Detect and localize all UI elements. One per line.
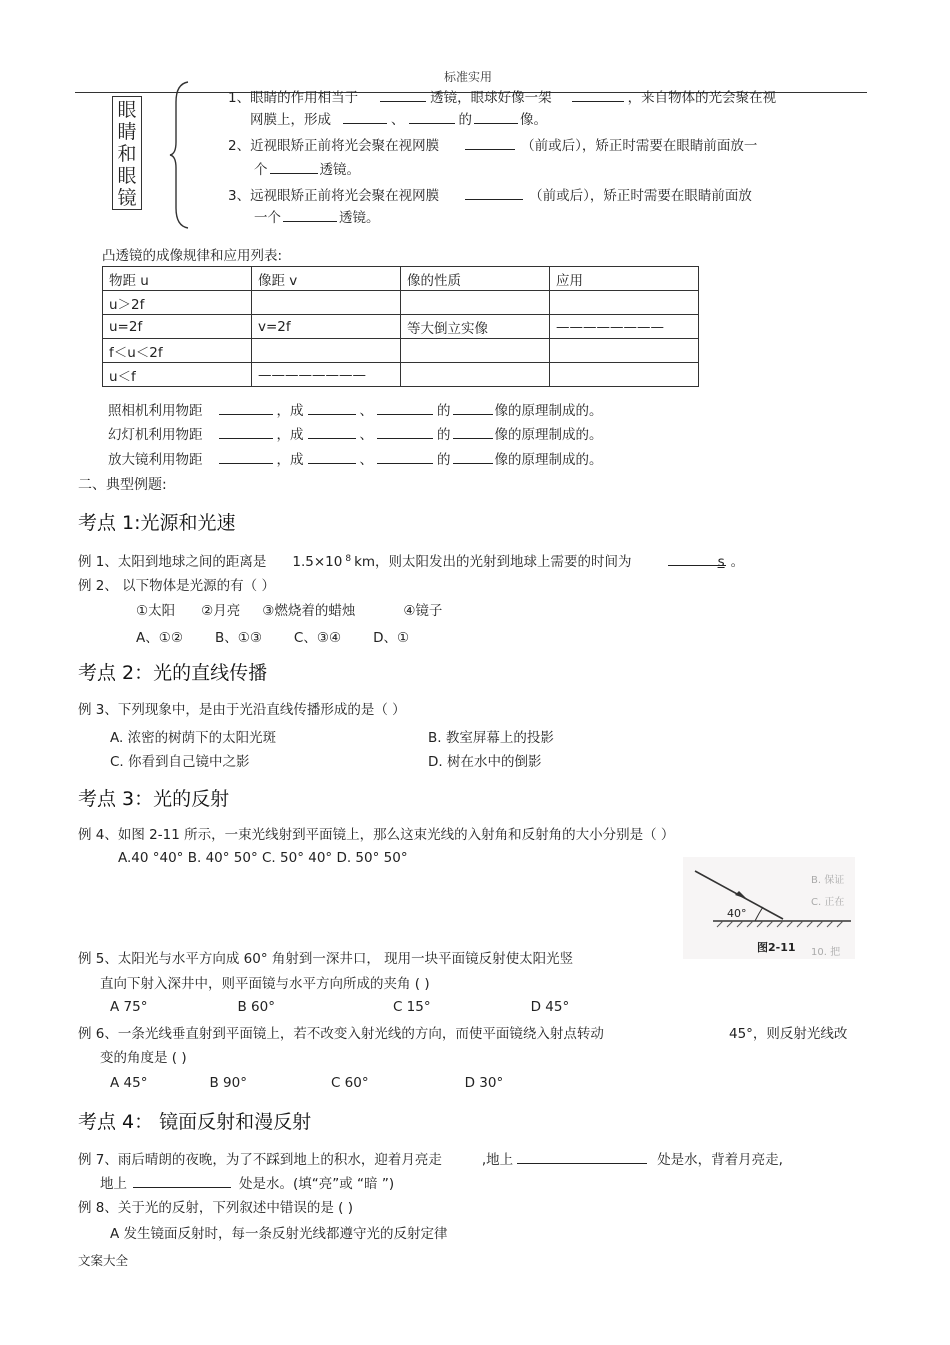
kaodian-4-heading: 考点 4： 镜面反射和漫反射 [78, 1111, 312, 1133]
table-cell: v=2f [252, 315, 401, 339]
app-line-camera: 照相机利用物距 ，成 、 的 像的原理制成的。 [108, 403, 603, 419]
list-item: ②月亮 [201, 603, 241, 619]
section-2-title: 二、典型例题: [78, 477, 167, 493]
example-3-option-c: C. 你看到自己镜中之影 [110, 754, 250, 770]
example-8-question: 例 8、关于光的反射，下列叙述中错误的是 ( ) [78, 1200, 353, 1216]
brace-icon [168, 80, 190, 230]
table-cell: 等大倒立实像 [401, 315, 550, 339]
example-7-line-2: 地上 处是水。(填“亮”或 “暗 ”) [100, 1176, 395, 1192]
eye-item-3-line-2: 一个 透镜。 [254, 210, 380, 226]
example-6-line-2: 变的角度是 ( ) [100, 1050, 187, 1066]
table-cell [550, 339, 699, 363]
table-cell [401, 363, 550, 387]
table-header-cell: 物距 u [103, 267, 252, 291]
option-d: D 45° [530, 999, 570, 1015]
figure-2-11 [683, 857, 855, 959]
list-item: ③燃烧着的蜡烛 [262, 603, 356, 619]
option-c: C 15° [392, 999, 431, 1015]
table-cell [550, 291, 699, 315]
table-row [103, 315, 699, 339]
option-a: A 45° [110, 1075, 148, 1091]
figure-angle-label: 40° [727, 907, 747, 920]
table-cell: u=2f [103, 315, 252, 339]
list-item: ①太阳 [136, 603, 176, 619]
example-6-options [110, 1075, 503, 1091]
option-b: B 90° [209, 1075, 247, 1091]
list-item: ④镜子 [403, 603, 443, 619]
figure-caption: 图2-11 [757, 941, 796, 954]
eye-item-1-line-1: 1、眼睛的作用相当于 透镜，眼球好像一架 ，来自物体的光会聚在视 [228, 90, 777, 106]
example-4-question: 例 4、如图 2-11 所示，一束光线射到平面镜上，那么这束光线的入射角和反射角的大小分别是（ ） [78, 827, 675, 843]
example-2-options [136, 626, 409, 646]
table-header-row [103, 267, 699, 291]
example-6-line-1a: 例 6、一条光线垂直射到平面镜上，若不改变入射光线的方向，而使平面镜绕入射点转动 [78, 1026, 604, 1042]
lens-table-caption: 凸透镜的成像规律和应用列表: [102, 248, 283, 264]
option-b: B、①③ [214, 630, 262, 646]
table-cell: ———————— [550, 315, 699, 339]
table-cell [401, 291, 550, 315]
table-cell: f＜u＜2f [103, 339, 252, 363]
header-title: 标准实用 [444, 70, 493, 84]
example-2-items [136, 599, 442, 619]
figure-bleed-text: 10. 把 [811, 947, 841, 958]
figure-bleed-text: C. 正在 [811, 897, 845, 908]
option-d: D、① [373, 630, 410, 646]
example-2-question: 例 2、 以下物体是光源的有（ ） [78, 578, 275, 594]
table-cell [401, 339, 550, 363]
lens-table [102, 266, 699, 387]
table-header-cell: 像的性质 [401, 267, 550, 291]
table-header-cell: 应用 [550, 267, 699, 291]
table-row [103, 363, 699, 387]
option-a: A 75° [110, 999, 148, 1015]
kaodian-3-heading: 考点 3：光的反射 [78, 788, 230, 810]
option-b: B 60° [237, 999, 275, 1015]
table-cell: u＜f [103, 363, 252, 387]
option-d: D 30° [464, 1075, 504, 1091]
example-1: 例 1、太阳到地球之间的距离是 1.5×10 $^8$ km，则太阳发出的光射到地球上需要的时间为 s 。 [78, 553, 745, 570]
table-cell [252, 339, 401, 363]
table-header-cell: 像距 v [252, 267, 401, 291]
example-4-options: A.40 °40° B. 40° 50° C. 50° 40° D. 50° 50° [118, 850, 408, 866]
kaodian-1-heading: 考点 1:光源和光速 [78, 512, 236, 534]
eye-item-2-line-2: 个 透镜。 [254, 162, 360, 178]
example-6-line-1b: 45°，则反射光线改 [729, 1026, 848, 1042]
example-8-option-a: A 发生镜面反射时，每一条反射光线都遵守光的反射定律 [110, 1226, 448, 1242]
example-3-option-a: A. 浓密的树荫下的太阳光斑 [110, 730, 277, 746]
example-5-options [110, 999, 569, 1015]
kaodian-2-heading: 考点 2：光的直线传播 [78, 662, 268, 684]
example-3-option-d: D. 树在水中的倒影 [428, 754, 542, 770]
table-cell: ———————— [252, 363, 401, 387]
eye-item-2-line-1: 2、近视眼矫正前将光会聚在视网膜 （前或后），矫正时需要在眼睛前面放一 [228, 138, 758, 154]
eye-section-label: 眼睛和眼镜 [112, 96, 142, 210]
table-cell: u＞2f [103, 291, 252, 315]
app-line-projector: 幻灯机利用物距 ，成 、 的 像的原理制成的。 [108, 427, 603, 443]
example-7-line-1: 例 7、雨后晴朗的夜晚，为了不踩到地上的积水，迎着月亮走 ,地上 处是水，背着月亮走, [78, 1152, 783, 1168]
example-5-line-2: 直向下射入深井中，则平面镜与水平方向所成的夹角 ( ) [100, 976, 430, 992]
table-cell [252, 291, 401, 315]
table-row [103, 339, 699, 363]
app-line-magnifier: 放大镜利用物距 ，成 、 的 像的原理制成的。 [108, 452, 603, 468]
example-5-line-1: 例 5、太阳光与水平方向成 60° 角射到一深井口， 现用一块平面镜反射使太阳光竖 [78, 951, 574, 967]
table-cell [550, 363, 699, 387]
footer-text: 文案大全 [78, 1253, 129, 1268]
option-c: C、③④ [293, 630, 342, 646]
eye-item-3-line-1: 3、远视眼矫正前将光会聚在视网膜 （前或后），矫正时需要在眼睛前面放 [228, 188, 752, 204]
eye-item-1-line-2: 网膜上，形成 、 的 像。 [250, 112, 547, 128]
table-row [103, 291, 699, 315]
example-3-option-b: B. 教室屏幕上的投影 [428, 730, 554, 746]
option-a: A、①② [136, 630, 183, 646]
figure-bleed-text: B. 保证 [811, 875, 845, 886]
option-c: C 60° [330, 1075, 369, 1091]
example-3-question: 例 3、下列现象中，是由于光沿直线传播形成的是（ ） [78, 702, 406, 718]
